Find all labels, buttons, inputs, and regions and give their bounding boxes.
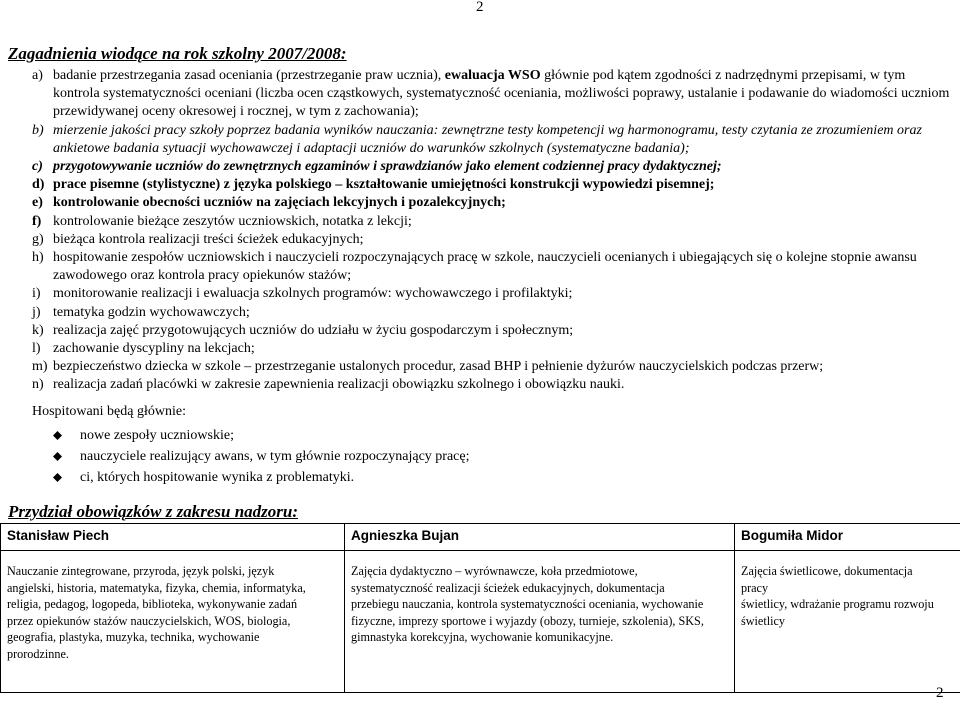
- page-number-top: 2: [476, 0, 484, 15]
- item-text: mierzenie jakości pracy szkoły poprzez badania wyników nauczania: zewnętrzne testy kompetencji wg harmonogramu, testy czytania ze zrozumieniem oraz ankietowe badania sytuacji wychowawczej i adaptacji uczniów do warunków szkolnych (systematyczne badania);: [53, 122, 922, 156]
- item-text: przygotowywanie uczniów do zewnętrznych egzaminów i sprawdzianów jako element codziennej pracy dydaktycznej;: [53, 159, 722, 175]
- item-marker: h): [32, 250, 44, 266]
- bullet-text: ci, których hospitowanie wynika z problematyki.: [80, 470, 355, 485]
- item-text: tematyka godzin wychowawczych;: [53, 304, 250, 320]
- list-item: [0, 194, 960, 212]
- item-text: bezpieczeństwo dziecka w szkole – przestrzeganie ustalonych procedur, zasad BHP i pełnienie dyżurów nauczycielskich podczas przerw;: [53, 359, 824, 375]
- item-marker: g): [32, 231, 44, 247]
- diamond-bullet-icon: [53, 452, 62, 461]
- list-item: [0, 122, 960, 158]
- item-text: kontrolowanie bieżące zeszytów uczniowskich, notatka z lekcji;: [53, 213, 412, 229]
- diamond-bullet-icon: [53, 431, 62, 440]
- list-item: [0, 285, 960, 303]
- list-item: [0, 467, 469, 488]
- list-item: [0, 249, 960, 285]
- section-heading: Zagadnienia wiodące na rok szkolny 2007/2008:: [8, 44, 347, 63]
- duty-line: fizyczne, imprezy sportowe i wyjazdy (obozy, turnieje, szkolenia), SKS,: [351, 613, 704, 628]
- list-item: [0, 304, 960, 322]
- duty-line: świetlicy, wdrażanie programu rozwoju: [741, 597, 934, 611]
- list-item: [0, 158, 960, 176]
- item-text: monitorowanie realizacji i ewaluacja szkolnych programów: wychowawczego i profilaktyki;: [53, 286, 573, 302]
- duty-line: angielski, historia, matematyka, fizyka, chemia, informatyka,: [7, 580, 306, 595]
- duty-line: geografia, plastyka, muzyka, technika, wychowanie: [7, 630, 260, 644]
- duty-line: Nauczanie zintegrowane, przyroda, język polski, język: [7, 564, 275, 578]
- item-marker: j): [32, 304, 41, 320]
- list-item: [0, 322, 960, 340]
- list-item: [0, 176, 960, 194]
- list-item: [0, 340, 960, 358]
- item-marker: n): [32, 377, 44, 393]
- item-text: hospitowanie zespołów uczniowskich i nauczycieli rozpoczynających pracę w szkole, nauczycieli ocenianych i ubiegających się o kolejne stopnie awansu zawodowego oraz kontrola pracy opiekunów stażów;: [53, 250, 917, 284]
- item-text: kontrolowanie obecności uczniów na zajęciach lekcyjnych i pozalekcyjnych;: [53, 195, 506, 211]
- item-marker: f): [32, 213, 42, 229]
- item-text: realizacja zajęć przygotowujących uczniów do udziału w życiu gospodarczym i społecznym;: [53, 322, 574, 338]
- table-header-row: [1, 524, 960, 551]
- duty-line: Zajęcia dydaktyczno – wyrównawcze, koła przedmiotowe,: [351, 564, 638, 578]
- item-text: realizacja zadań placówki w zakresie zapewnienia realizacji obowiązku szkolnego i obowiązku nauki.: [53, 377, 625, 393]
- duty-line: systematyczność realizacji ścieżek edukacyjnych, dokumentacja: [351, 580, 665, 595]
- item-text: głównie pod kątem zgodności z nadrzędnymi przepisami, w tym kontrola systematyczności oceniani (liczba ocen cząstkowych, systematyczność oceniania, możliwości poprawy, ustalanie i podawanie do wiadomości uczniom przewidywanej oceny okresowej i rocznej, w tym z zachowania);: [53, 68, 950, 120]
- item-text: prace pisemne (stylistyczne) z języka polskiego – kształtowanie umiejętności konstrukcji wypowiedzi pisemnej;: [53, 177, 715, 193]
- list-item: [0, 446, 469, 467]
- duty-line: świetlicy: [741, 613, 786, 628]
- hospitowani-list: [0, 425, 469, 488]
- item-marker: c): [32, 159, 43, 175]
- hospitowani-label: Hospitowani będą głównie:: [32, 404, 186, 419]
- duty-line: pracy: [741, 580, 769, 595]
- item-text: badanie przestrzegania zasad oceniania (przestrzeganie praw ucznia),: [53, 68, 445, 83]
- list-item: [0, 231, 960, 249]
- person-header: Bogumiła Midor: [735, 524, 960, 551]
- list-item: [0, 67, 960, 122]
- item-marker: m): [32, 359, 48, 375]
- duty-line: Zajęcia świetlicowe, dokumentacja: [741, 564, 913, 578]
- item-marker: l): [32, 341, 41, 357]
- item-marker: i): [32, 286, 41, 302]
- bullet-text: nowe zespoły uczniowskie;: [80, 428, 234, 443]
- item-text: zachowanie dyscypliny na lekcjach;: [53, 341, 255, 357]
- table-row: [1, 551, 960, 693]
- item-marker: b): [32, 122, 44, 138]
- topics-list: [0, 67, 960, 395]
- duties-table: [0, 523, 960, 693]
- item-text-bold: ewaluacja WSO: [444, 68, 541, 83]
- item-marker: e): [32, 195, 43, 211]
- item-marker: k): [32, 322, 44, 338]
- duty-line: gimnastyka korekcyjna, wychowanie komunikacyjne.: [351, 630, 614, 644]
- duties-heading: Przydział obowiązków z zakresu nadzoru:: [8, 502, 299, 521]
- duty-line: przebiegu nauczania, kontrola systematyczności oceniania, wychowanie: [351, 597, 704, 611]
- item-marker: a): [32, 68, 43, 83]
- item-marker: d): [32, 177, 45, 193]
- duties-cell: [1, 551, 345, 693]
- bullet-text: nauczyciele realizujący awans, w tym głównie rozpoczynający pracę;: [80, 449, 470, 464]
- person-header: Agnieszka Bujan: [345, 524, 735, 551]
- list-item: [0, 376, 960, 394]
- duty-line: przez opiekunów stażów nauczycielskich, WOS, biologia,: [7, 613, 291, 628]
- item-text: bieżąca kontrola realizacji treści ścieżek edukacyjnych;: [53, 231, 364, 247]
- list-item: [0, 213, 960, 231]
- duty-line: prorodzinne.: [7, 646, 69, 661]
- person-header: Stanisław Piech: [1, 524, 345, 551]
- list-item: [0, 358, 960, 376]
- duties-cell: [735, 551, 960, 693]
- duties-cell: [345, 551, 735, 693]
- page-number-bottom: 2: [936, 685, 944, 701]
- diamond-bullet-icon: [53, 473, 62, 482]
- list-item: [0, 425, 469, 446]
- duty-line: religia, pedagog, logopeda, biblioteka, wykonywanie zadań: [7, 597, 298, 611]
